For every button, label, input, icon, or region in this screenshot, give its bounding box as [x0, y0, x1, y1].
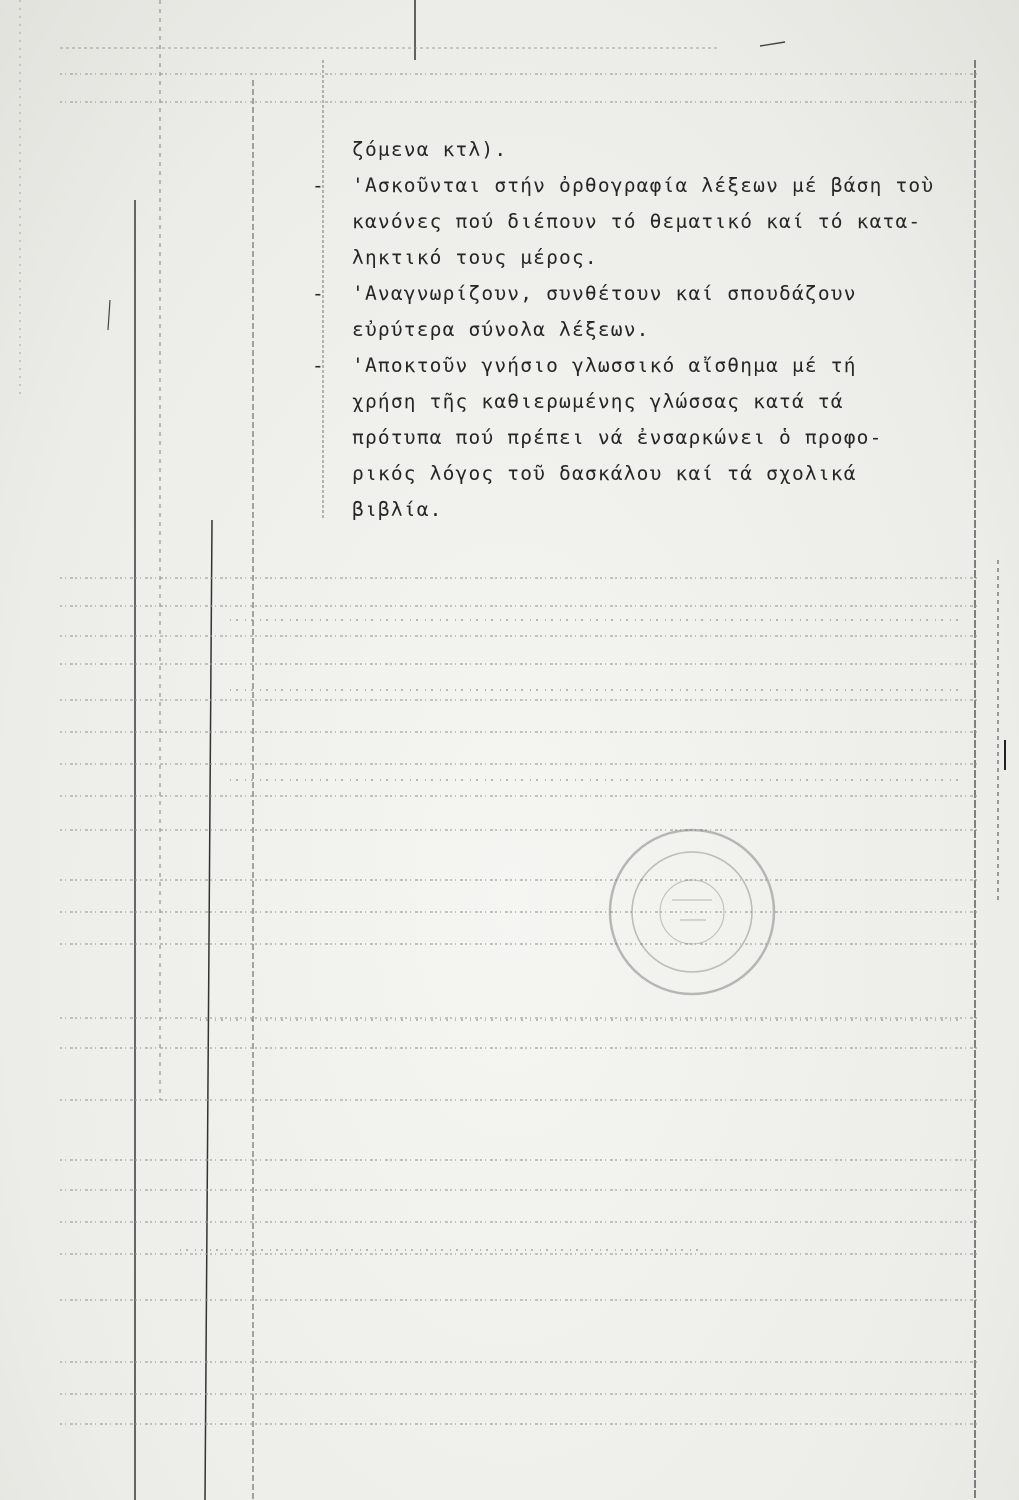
text-line	[312, 240, 1012, 276]
line-text: εὐρύτερα σύνολα λέξεων.	[352, 318, 650, 341]
text-line	[312, 132, 1012, 168]
line-text: 'Αναγνωρίζουν, συνθέτουν καί σπουδάζουν	[352, 282, 857, 305]
line-text: ρικός λόγος τοῦ δασκάλου καί τά σχολικά	[352, 462, 857, 485]
text-line	[312, 492, 1012, 528]
bullet-dash: -	[312, 354, 325, 377]
seal-stamp	[610, 830, 774, 994]
line-text: κανόνες πού διέπουν τό θεματικό καί τό κατα-	[352, 210, 922, 233]
bullet-dash: -	[312, 174, 325, 197]
bullet-dash: -	[312, 282, 325, 305]
text-line	[312, 168, 1012, 204]
text-line	[312, 456, 1012, 492]
line-text: 'Ασκοῦνται στήν ὀρθογραφία λέξεων μέ βάση τοὺ	[352, 174, 935, 197]
line-text: ζόμενα κτλ).	[352, 138, 508, 161]
line-text: χρήση τῆς καθιερωμένης γλώσσας κατά τά	[352, 390, 844, 413]
line-text: βιβλία.	[352, 498, 443, 521]
text-line	[312, 384, 1012, 420]
text-line	[312, 204, 1012, 240]
line-text: ληκτικό τους μέρος.	[352, 246, 598, 269]
document-body	[312, 132, 1012, 528]
text-line	[312, 420, 1012, 456]
text-line	[312, 348, 1012, 384]
text-line	[312, 312, 1012, 348]
line-text: 'Αποκτοῦν γνήσιο γλωσσικό αἴσθημα μέ τή	[352, 354, 857, 377]
line-text: πρότυπα πού πρέπει νά ἐνσαρκώνει ὁ προφο-	[352, 426, 883, 449]
text-line	[312, 276, 1012, 312]
